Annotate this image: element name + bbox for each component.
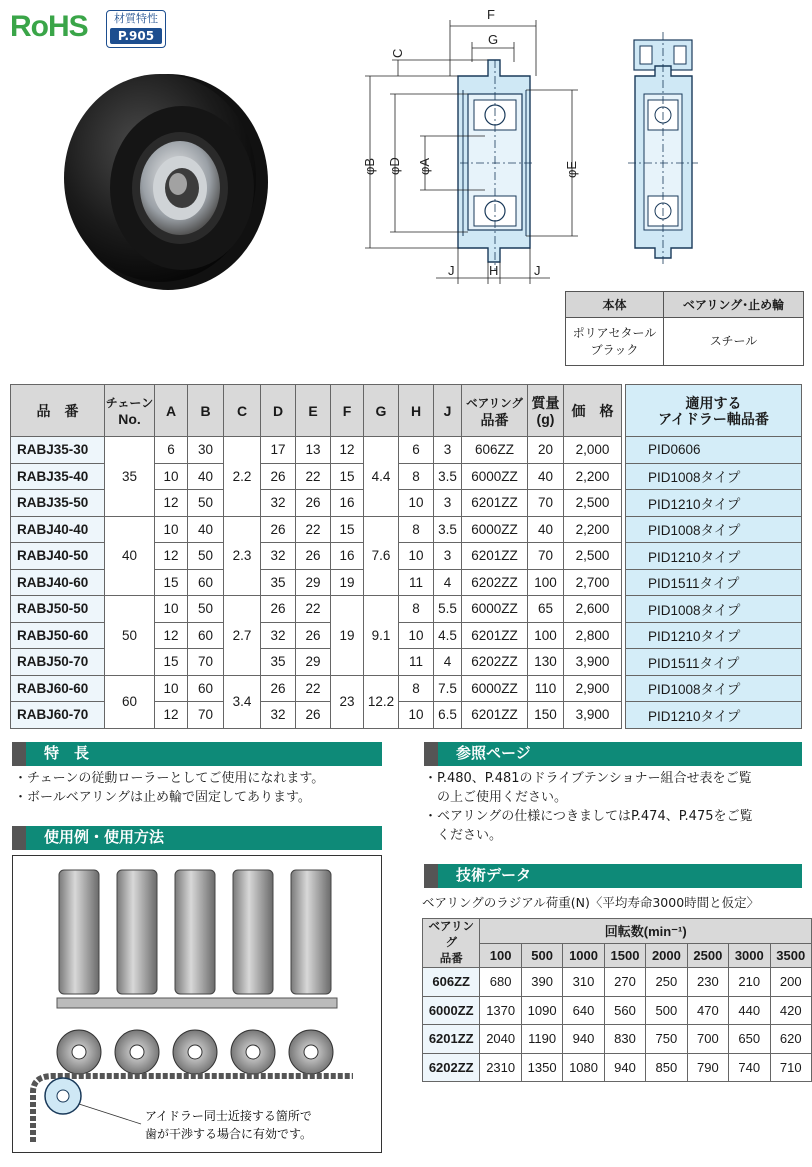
spec-cell: 12 <box>155 490 188 517</box>
spec-cell: 11 <box>399 569 434 596</box>
tech-value: 500 <box>646 996 687 1025</box>
col-D: D <box>261 385 296 437</box>
tech-rpm-header: 1500 <box>604 943 645 968</box>
feature-line: ・ボールベアリングは止め輪で固定してあります。 <box>14 790 311 805</box>
product-photo <box>40 60 280 300</box>
tech-value: 710 <box>770 1053 812 1082</box>
material-body: ポリアセタール ブラック <box>566 318 664 366</box>
col-B: B <box>188 385 224 437</box>
spec-cell: 2,700 <box>564 569 622 596</box>
spec-cell: 606ZZ <box>462 437 528 464</box>
spec-cell: 19 <box>331 596 364 676</box>
spec-cell: 2,200 <box>564 516 622 543</box>
spec-cell: 50 <box>188 490 224 517</box>
tech-rpm-header: 3500 <box>770 943 812 968</box>
tech-value: 750 <box>646 1025 687 1054</box>
spec-cell: 12 <box>155 702 188 729</box>
usage-note-1: アイドラー同士近接する箇所で <box>145 1109 312 1123</box>
spec-cell: 32 <box>261 490 296 517</box>
spec-row <box>11 516 802 543</box>
features-section-title: 特 長 <box>12 742 382 766</box>
tech-rpm-header: 500 <box>521 943 562 968</box>
spec-cell: 20 <box>528 437 564 464</box>
dim-C: C <box>390 48 405 58</box>
sprocket-row <box>57 1030 333 1074</box>
side-view <box>628 32 698 266</box>
col-F: F <box>331 385 364 437</box>
tech-value: 420 <box>770 996 812 1025</box>
spec-cell: 26 <box>261 463 296 490</box>
col-shaft: 適用する アイドラー軸品番 <box>626 385 802 437</box>
spec-cell: RABJ40-40 <box>11 516 105 543</box>
tech-value: 470 <box>687 996 728 1025</box>
tech-value: 2310 <box>480 1053 521 1082</box>
spec-cell: 3,900 <box>564 649 622 676</box>
spec-cell: 26 <box>296 543 331 570</box>
spec-cell: 35 <box>105 437 155 517</box>
spec-cell: 26 <box>296 622 331 649</box>
dim-B: φB <box>362 157 377 175</box>
spec-cell: 3 <box>434 543 462 570</box>
tech-value: 200 <box>770 968 812 997</box>
spec-cell: 2,000 <box>564 437 622 464</box>
spec-cell: 15 <box>155 569 188 596</box>
tech-caption: ベアリングのラジアル荷重(N)〈平均寿命3000時間と仮定〉 <box>422 895 760 910</box>
spec-cell: 6 <box>155 437 188 464</box>
tech-value: 1350 <box>521 1053 562 1082</box>
spec-cell: 13 <box>296 437 331 464</box>
spec-cell: 12 <box>155 622 188 649</box>
spec-cell: 70 <box>528 490 564 517</box>
tech-bearing-name: 606ZZ <box>423 968 480 997</box>
spec-cell: 22 <box>296 675 331 702</box>
tech-row <box>423 968 812 997</box>
spec-cell: 2,500 <box>564 490 622 517</box>
tech-value: 250 <box>646 968 687 997</box>
spec-cell: 2,600 <box>564 596 622 623</box>
spec-cell: 6202ZZ <box>462 649 528 676</box>
spec-cell: 60 <box>188 569 224 596</box>
spec-cell: RABJ35-50 <box>11 490 105 517</box>
spec-cell: 40 <box>528 463 564 490</box>
spec-cell: 11 <box>399 649 434 676</box>
spec-cell: 8 <box>399 516 434 543</box>
tech-value: 650 <box>729 1025 770 1054</box>
dim-J-left: J <box>448 263 455 278</box>
spec-cell: 26 <box>261 596 296 623</box>
rohs-logo: RoHS <box>10 10 88 43</box>
tech-rpm-row <box>423 943 812 968</box>
spec-cell: 50 <box>188 543 224 570</box>
spec-cell: 9.1 <box>364 596 399 676</box>
spec-cell: 6000ZZ <box>462 675 528 702</box>
tech-value: 640 <box>563 996 604 1025</box>
tech-value: 790 <box>687 1053 728 1082</box>
spec-cell: 23 <box>331 675 364 728</box>
shaft-link[interactable]: PID1008タイプ <box>626 675 802 702</box>
spec-cell: 2,200 <box>564 463 622 490</box>
col-J: J <box>434 385 462 437</box>
spec-cell: RABJ50-50 <box>11 596 105 623</box>
badge-label: 材質特性 <box>114 12 158 25</box>
dim-G: G <box>488 32 499 47</box>
spec-cell: RABJ40-50 <box>11 543 105 570</box>
tech-body <box>423 968 812 1082</box>
tech-col-bearing: ベアリング 品番 <box>423 919 480 968</box>
spec-cell: 6000ZZ <box>462 596 528 623</box>
tech-value: 850 <box>646 1053 687 1082</box>
col-E: E <box>296 385 331 437</box>
spec-cell: RABJ60-70 <box>11 702 105 729</box>
spec-cell: 10 <box>399 622 434 649</box>
spec-cell: 26 <box>296 702 331 729</box>
tech-value: 740 <box>729 1053 770 1082</box>
tech-value: 1370 <box>480 996 521 1025</box>
tech-value: 680 <box>480 968 521 997</box>
spec-cell: 6.5 <box>434 702 462 729</box>
spec-cell: 10 <box>155 463 188 490</box>
spec-cell: 26 <box>261 675 296 702</box>
spec-cell: 30 <box>188 437 224 464</box>
reference-line: の上ご使用ください。 <box>424 790 568 805</box>
spec-cell: 10 <box>399 490 434 517</box>
col-G: G <box>364 385 399 437</box>
spec-cell: 40 <box>105 516 155 596</box>
reference-line: ください。 <box>424 828 503 843</box>
spec-cell: 60 <box>105 675 155 728</box>
spec-cell: 17 <box>261 437 296 464</box>
tech-col-rpm: 回転数(min⁻¹) <box>480 919 812 944</box>
col-bearing: ベアリング 品番 <box>462 385 528 437</box>
tech-value: 310 <box>563 968 604 997</box>
spec-cell: 3.5 <box>434 516 462 543</box>
col-price: 価 格 <box>564 385 622 437</box>
badge-page: P.905 <box>110 28 162 44</box>
dim-E: φE <box>564 160 579 178</box>
tech-row <box>423 996 812 1025</box>
shaft-link[interactable]: PID1008タイプ <box>626 463 802 490</box>
shaft-link[interactable]: PID1511タイプ <box>626 649 802 676</box>
material-table <box>565 291 804 366</box>
spec-cell: 29 <box>296 649 331 676</box>
dim-F: F <box>487 7 495 22</box>
spec-cell: 6202ZZ <box>462 569 528 596</box>
material-header-body: 本体 <box>566 292 664 318</box>
tech-value: 230 <box>687 968 728 997</box>
spec-cell: 12.2 <box>364 675 399 728</box>
spec-cell: 10 <box>399 543 434 570</box>
spec-row <box>11 596 802 623</box>
roller-row <box>57 870 337 1008</box>
spec-cell: 70 <box>528 543 564 570</box>
spec-cell: 7.6 <box>364 516 399 596</box>
tech-value: 1080 <box>563 1053 604 1082</box>
shaft-link[interactable]: PID1210タイプ <box>626 622 802 649</box>
tech-table <box>422 918 812 1082</box>
reference-line[interactable]: ・ベアリングの仕様につきましてはP.474、P.475をご覧 <box>424 809 753 824</box>
spec-cell: 6 <box>399 437 434 464</box>
spec-cell: 50 <box>105 596 155 676</box>
col-C: C <box>224 385 261 437</box>
tech-value: 390 <box>521 968 562 997</box>
spec-cell: 50 <box>188 596 224 623</box>
spec-cell: 26 <box>261 516 296 543</box>
feature-line: ・チェーンの従動ローラーとしてご使用になれます。 <box>14 771 325 786</box>
dimension-drawing <box>340 0 812 290</box>
tech-bearing-name: 6000ZZ <box>423 996 480 1025</box>
spec-cell: 2,800 <box>564 622 622 649</box>
spec-body <box>11 437 802 729</box>
spec-cell: 10 <box>155 675 188 702</box>
dim-H: H <box>489 263 499 278</box>
spec-cell: 130 <box>528 649 564 676</box>
spec-cell: 26 <box>296 490 331 517</box>
usage-section-title: 使用例・使用方法 <box>12 826 382 850</box>
spec-cell: 70 <box>188 702 224 729</box>
tech-value: 940 <box>604 1053 645 1082</box>
spec-cell: 70 <box>188 649 224 676</box>
tech-row <box>423 1053 812 1082</box>
col-part-number: 品 番 <box>11 385 105 437</box>
tech-value: 940 <box>563 1025 604 1054</box>
spec-cell: 100 <box>528 622 564 649</box>
spec-cell: 6201ZZ <box>462 490 528 517</box>
section-view <box>458 60 532 270</box>
spec-cell: 150 <box>528 702 564 729</box>
dim-A: φA <box>417 157 432 175</box>
shaft-link[interactable]: PID1008タイプ <box>626 516 802 543</box>
spec-cell: 12 <box>331 437 364 464</box>
usage-illustration-box <box>12 855 382 1153</box>
usage-note-2: 歯が干渉する場合に有効です。 <box>145 1127 313 1141</box>
shaft-link[interactable]: PID1511タイプ <box>626 569 802 596</box>
tech-value: 560 <box>604 996 645 1025</box>
spec-cell: 19 <box>331 569 364 596</box>
tech-bearing-name: 6201ZZ <box>423 1025 480 1054</box>
spec-cell: 10 <box>399 702 434 729</box>
tech-value: 270 <box>604 968 645 997</box>
tech-value: 210 <box>729 968 770 997</box>
spec-table <box>10 384 802 729</box>
spec-row <box>11 437 802 464</box>
spec-cell: 22 <box>296 516 331 543</box>
col-mass: 質量 (g) <box>528 385 564 437</box>
material-badge[interactable] <box>106 10 166 48</box>
spec-cell: 3,900 <box>564 702 622 729</box>
spec-cell: 6201ZZ <box>462 702 528 729</box>
spec-cell: 4.4 <box>364 437 399 517</box>
spec-cell: 40 <box>188 463 224 490</box>
spec-cell: 6201ZZ <box>462 622 528 649</box>
spec-cell: 40 <box>528 516 564 543</box>
spec-row <box>11 675 802 702</box>
tech-rpm-header: 2500 <box>687 943 728 968</box>
tech-value: 2040 <box>480 1025 521 1054</box>
tech-value: 1190 <box>521 1025 562 1054</box>
spec-cell: 22 <box>296 596 331 623</box>
dim-D: φD <box>387 157 402 175</box>
spec-cell: 10 <box>155 596 188 623</box>
spec-cell: 3.5 <box>434 463 462 490</box>
spec-cell: 16 <box>331 543 364 570</box>
tech-row <box>423 1025 812 1054</box>
spec-cell: 60 <box>188 675 224 702</box>
tech-section-title: 技術データ <box>424 864 802 888</box>
spec-cell: 32 <box>261 702 296 729</box>
spec-cell: 4 <box>434 649 462 676</box>
spec-cell: 7.5 <box>434 675 462 702</box>
tech-bearing-name: 6202ZZ <box>423 1053 480 1082</box>
spec-cell: 5.5 <box>434 596 462 623</box>
spec-cell: 2,500 <box>564 543 622 570</box>
spec-cell: 100 <box>528 569 564 596</box>
tech-value: 830 <box>604 1025 645 1054</box>
spec-cell: 15 <box>155 649 188 676</box>
spec-cell: 32 <box>261 622 296 649</box>
col-chain: チェーン No. <box>105 385 155 437</box>
spec-cell: RABJ40-60 <box>11 569 105 596</box>
spec-cell: 4 <box>434 569 462 596</box>
spec-cell: 65 <box>528 596 564 623</box>
spec-cell: RABJ50-70 <box>11 649 105 676</box>
spec-cell: 4.5 <box>434 622 462 649</box>
reference-text <box>424 769 752 845</box>
shaft-link[interactable]: PID1210タイプ <box>626 543 802 570</box>
spec-cell: 16 <box>331 490 364 517</box>
spec-cell: 35 <box>261 649 296 676</box>
spec-cell: 6000ZZ <box>462 463 528 490</box>
reference-section-title: 参照ページ <box>424 742 802 766</box>
spec-cell: 3 <box>434 490 462 517</box>
shaft-link[interactable]: PID1210タイプ <box>626 490 802 517</box>
spec-cell: 40 <box>188 516 224 543</box>
reference-line[interactable]: ・P.480、P.481のドライブテンショナー組合せ表をご覧 <box>424 771 752 786</box>
tech-value: 440 <box>729 996 770 1025</box>
usage-illustration <box>13 856 381 1152</box>
spec-cell: 60 <box>188 622 224 649</box>
tech-rpm-header: 1000 <box>563 943 604 968</box>
col-H: H <box>399 385 434 437</box>
spec-cell: 2.3 <box>224 516 261 596</box>
spec-cell: 8 <box>399 675 434 702</box>
spec-cell: RABJ35-30 <box>11 437 105 464</box>
spec-cell: 22 <box>296 463 331 490</box>
material-header-bearing: ベアリング･止め輪 <box>664 292 804 318</box>
spec-cell: RABJ60-60 <box>11 675 105 702</box>
features-text <box>14 769 324 807</box>
tech-value: 700 <box>687 1025 728 1054</box>
spec-cell: 8 <box>399 596 434 623</box>
tech-value: 1090 <box>521 996 562 1025</box>
material-bearing: スチール <box>664 318 804 366</box>
spec-cell: 15 <box>331 516 364 543</box>
spec-cell: 2,900 <box>564 675 622 702</box>
spec-cell: 3 <box>434 437 462 464</box>
tech-rpm-header: 2000 <box>646 943 687 968</box>
col-A: A <box>155 385 188 437</box>
spec-cell: 35 <box>261 569 296 596</box>
spec-cell: 110 <box>528 675 564 702</box>
spec-cell: 10 <box>155 516 188 543</box>
spec-cell: RABJ35-40 <box>11 463 105 490</box>
tech-value: 620 <box>770 1025 812 1054</box>
spec-cell: 8 <box>399 463 434 490</box>
dim-J-right: J <box>534 263 541 278</box>
shaft-link[interactable]: PID1008タイプ <box>626 596 802 623</box>
spec-cell: 2.7 <box>224 596 261 676</box>
shaft-link[interactable]: PID0606 <box>626 437 802 464</box>
spec-cell: 6201ZZ <box>462 543 528 570</box>
spec-cell: 2.2 <box>224 437 261 517</box>
tech-rpm-header: 3000 <box>729 943 770 968</box>
tech-rpm-header: 100 <box>480 943 521 968</box>
spec-cell: 3.4 <box>224 675 261 728</box>
spec-cell: 12 <box>155 543 188 570</box>
spec-cell: 15 <box>331 463 364 490</box>
spec-cell: RABJ50-60 <box>11 622 105 649</box>
spec-cell: 32 <box>261 543 296 570</box>
spec-cell: 29 <box>296 569 331 596</box>
shaft-link[interactable]: PID1210タイプ <box>626 702 802 729</box>
spec-cell: 6000ZZ <box>462 516 528 543</box>
